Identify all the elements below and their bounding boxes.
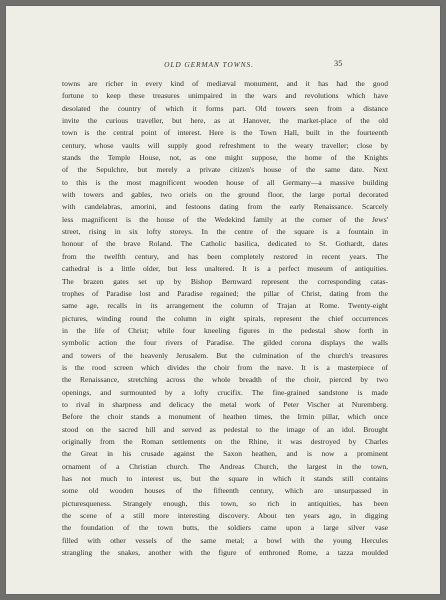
text-line: with candelabras, amorini, and festoons dating from the early Renaissance. Scarcely: [62, 202, 388, 212]
text-line: stands the Temple House, not, as one might suppose, the home of the Knights: [62, 153, 388, 163]
text-line: century, whose vaults will supply good refreshment to the weary traveller; close by: [62, 140, 388, 150]
text-line: trophes of Paradise lost and Paradise regained; the pillar of Christ, dating from the: [62, 288, 388, 298]
text-line: of the Sepulchre, but merely a private citizen's house of the same date. Next: [62, 165, 388, 175]
text-line: street, rising in six lofty storeys. In the centre of the square is a fountain in: [62, 227, 388, 237]
text-line: stood on the sacred hill and served as pedestal to the image of an idol. Brought: [62, 424, 388, 434]
text-line: the Renaissance, stretching across the whole breadth of the choir, pierced by two: [62, 375, 388, 385]
text-line: picturesqueness. Strangely enough, this town, so rich in antiquities, has been: [62, 498, 388, 508]
text-line: pictures, winding round the column in eight spirals, represent the chief occurrences: [62, 313, 388, 323]
page-number: 35: [334, 59, 343, 68]
text-line: invite the curious traveller, but here, as at Hanover, the market-place of the old: [62, 116, 388, 126]
text-line: symbolic action the four rivers of Paradise. The gilded corona displays the walls: [62, 338, 388, 348]
text-line: cathedral is a little older, but less unaltered. It is a perfect museum of antiquities.: [62, 264, 388, 274]
running-title: OLD GERMAN TOWNS.: [164, 60, 254, 69]
text-line: honour of the brave Roland. The Catholic basilica, dedicated to St. Gothardt, dates: [62, 239, 388, 249]
book-page: [6, 6, 440, 594]
text-line: less magnificent is the house of the Wedekind family at the corner of the Jews': [62, 214, 388, 224]
text-line: same age, recalls in its arrangement the column of Trajan at Rome. Twenty-eight: [62, 301, 388, 311]
text-line: The brazen gates set up by Bishop Bernward represent the corresponding catas-: [62, 276, 388, 286]
text-line: is the rood screen which divides the choir from the nave. It is a masterpiece of: [62, 362, 388, 372]
text-line: with towers and gables, two oriels on the ground floor, the large portal decorated: [62, 190, 388, 200]
text-line: desolated the country of which it forms part. Old towers seen from a distance: [62, 103, 388, 113]
text-line: the Great in his crusade against the Saxon heathen, and is now a prominent: [62, 449, 388, 459]
text-line: towns are richer in every kind of mediæval monument, and it has had the good: [62, 79, 388, 88]
text-line: strangling the snakes, another with the figure of enthroned Rome, a tazza moulded: [62, 548, 388, 558]
text-line: the scene of a still more interesting discovery. About ten years ago, in digging: [62, 511, 388, 521]
text-line: has not much to interest us, but the square in which it stands still contains: [62, 474, 388, 483]
text-line: to this is the most magnificent wooden house of all Germany—a massive building: [62, 177, 388, 187]
text-line: in the life of Christ; while four kneeling figures in the pedestal show forth in: [62, 325, 388, 335]
text-line: fortune to keep these treasures unimpaired in the wars and revolutions which have: [62, 91, 388, 101]
text-line: town is the central point of interest. Here is the Town Hall, built in the fourteenth: [62, 128, 388, 138]
text-line: Before the choir stands a monument of heathen times, the Irmin pillar, which once: [62, 412, 388, 422]
text-line: from the twelfth century, and has been completely restored in recent years. The: [62, 251, 388, 261]
text-line: openings, and surmounted by a lofty crucifix. The fine-grained sandstone is made: [62, 387, 388, 397]
text-line: and towers of the heavenly Jerusalem. But the culmination of the church's treasures: [62, 350, 388, 360]
text-line: filled with other vessels of the same metal; a bowl with the young Hercules: [62, 535, 388, 545]
text-line: originally from the Roman settlements on the Rhine, it was destroyed by Charles: [62, 436, 388, 446]
text-line: ornament of a Christian church. The Andreas Church, the largest in the town,: [62, 461, 388, 471]
body-text: [62, 78, 388, 559]
text-line: some old wooden houses of the fifteenth century, which are unsurpassed in: [62, 486, 388, 496]
text-line: the foundation of the town butts, the soldiers came upon a large silver vase: [62, 523, 388, 533]
text-line: to rival in sharpness and delicacy the metal work of Peter Vischer at Nuremberg.: [62, 399, 388, 409]
